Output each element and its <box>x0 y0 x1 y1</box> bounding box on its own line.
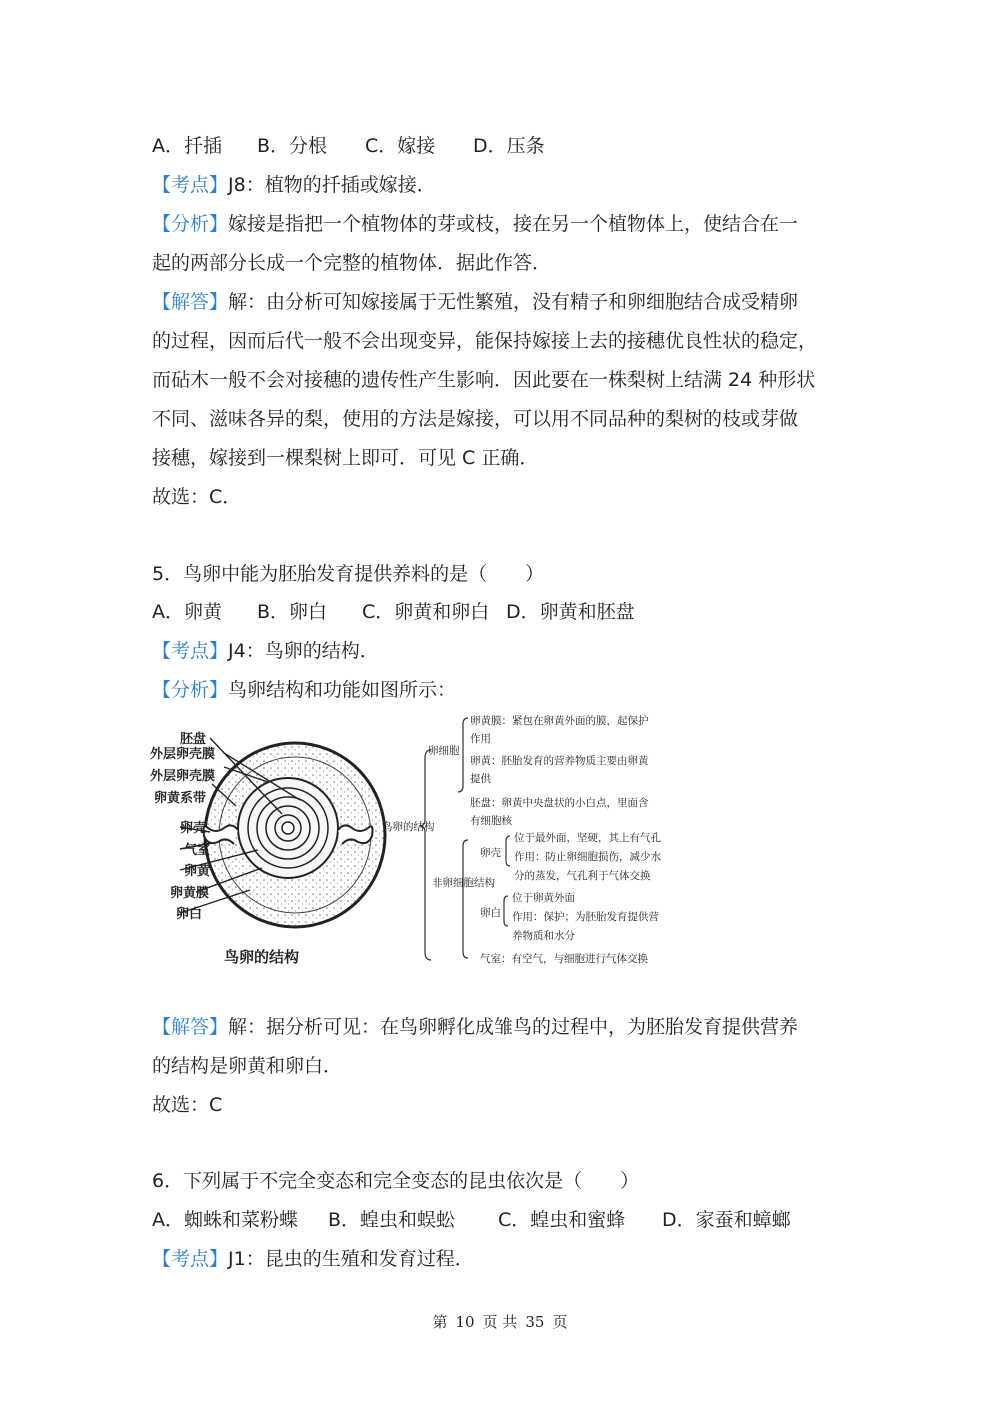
jieda-line: 的结构是卵黄和卵白． <box>152 1055 343 1077</box>
q4-option-c: C．嫁接 <box>365 135 436 157</box>
label-outer-membrane-1: 外层卵壳膜 <box>150 747 216 762</box>
egg-illustration <box>204 743 386 927</box>
cell-item: 卵黄：胚胎发育的营养物质主要由卵黄 <box>470 755 649 767</box>
q5-option-c: C．卵黄和卵白 <box>362 601 490 623</box>
q4-answer: 故选：C． <box>152 486 242 508</box>
fenxi-text: 鸟卵结构和功能如图所示： <box>228 679 457 701</box>
white-item: 位于卵黄外面 <box>512 892 575 904</box>
footer-mid: 页 共 <box>482 1313 518 1331</box>
white-label: 卵白 <box>480 907 501 919</box>
shell-item: 作用：防止卵细胞损伤，减少水 <box>514 851 661 863</box>
jieda-line: 的过程，因而后代一般不会出现变异，能保持嫁接上去的接穗优良性状的稳定， <box>152 330 818 352</box>
q6-option-c: C．蝗虫和蜜蜂 <box>498 1209 626 1231</box>
q4-options <box>152 135 545 157</box>
fenxi-line: 嫁接是指把一个植物体的芽或枝，接在另一个植物体上，使结合在一 <box>228 213 799 235</box>
q5-question: 5．鸟卵中能为胚胎发育提供养料的是（ ） <box>152 563 545 585</box>
q5-answer: 故选：C <box>152 1094 223 1116</box>
kaodian-text: J8：植物的扦插或嫁接． <box>228 174 436 196</box>
cell-item: 胚盘：卵黄中央盘状的小白点，里面含 <box>470 797 649 809</box>
jieda-line: 不同、滋味各异的梨，使用的方法是嫁接，可以用不同品种的梨树的枝或芽做 <box>152 408 799 430</box>
fenxi-line: 起的两部分长成一个完整的植物体．据此作答． <box>152 252 552 274</box>
kaodian-tag: 【考点】 <box>152 640 229 662</box>
q4-option-b: B．分根 <box>257 135 328 157</box>
group-noncell: 非卵细胞结构 <box>432 877 495 889</box>
q5-option-b: B．卵白 <box>257 601 328 623</box>
jieda-line: 解：由分析可知嫁接属于无性繁殖，没有精子和卵细胞结合成受精卵 <box>228 291 799 313</box>
kaodian-text: J4：鸟卵的结构． <box>228 640 379 662</box>
kaodian-tag: 【考点】 <box>152 1248 229 1270</box>
q5-kaodian <box>152 640 379 662</box>
q5-options <box>152 601 635 623</box>
q5-option-d: D．卵黄和胚盘 <box>506 601 635 623</box>
label-shell: 卵壳 <box>180 821 207 836</box>
page-footer <box>0 1311 1000 1332</box>
q5-option-a: A．卵黄 <box>152 601 222 623</box>
q5-fenxi <box>152 679 456 701</box>
group-cell: 卵细胞 <box>428 745 460 757</box>
tree-root: 鸟卵的结构 <box>382 821 435 833</box>
q4-fenxi <box>152 213 798 235</box>
label-albumen: 卵白 <box>176 907 203 922</box>
jieda-tag: 【解答】 <box>152 1016 229 1038</box>
cell-item: 卵黄膜：紧包在卵黄外面的膜，起保护 <box>470 715 649 727</box>
fenxi-tag: 【分析】 <box>152 213 229 235</box>
cell-item: 有细胞核 <box>470 815 512 827</box>
label-peipan: 胚盘 <box>180 732 207 747</box>
q6-option-a: A．蜘蛛和菜粉蝶 <box>152 1209 298 1231</box>
diagram-caption: 鸟卵的结构 <box>224 948 300 966</box>
q4-option-a: A．扦插 <box>152 135 222 157</box>
jieda-line: 接穗，嫁接到一棵梨树上即可．可见 C 正确． <box>152 447 539 469</box>
q6-kaodian <box>152 1248 474 1270</box>
q4-kaodian <box>152 174 436 196</box>
footer-pre: 第 <box>432 1313 448 1331</box>
footer-total-pages: 35 <box>525 1313 545 1331</box>
q5-jieda <box>152 1016 798 1038</box>
jieda-line: 而砧木一般不会对接穗的遗传性产生影响．因此要在一株梨树上结满 24 种形状 <box>152 369 816 391</box>
label-yolk-membrane: 卵黄膜 <box>170 886 210 901</box>
shell-item: 分的蒸发，气孔利于气体交换 <box>514 870 651 882</box>
q4-option-d: D．压条 <box>473 135 545 157</box>
jieda-line: 解：据分析可见：在鸟卵孵化成雏鸟的过程中，为胚胎发育提供营养 <box>228 1016 799 1038</box>
footer-post: 页 <box>552 1313 568 1331</box>
air-item: 气室：有空气，与细胞进行气体交换 <box>480 953 648 965</box>
label-yolk: 卵黄 <box>184 864 211 879</box>
q4-jieda <box>152 291 798 313</box>
label-air-cell: 气室 <box>184 843 211 858</box>
q6-options <box>152 1209 791 1231</box>
kaodian-tag: 【考点】 <box>152 174 229 196</box>
fenxi-tag: 【分析】 <box>152 679 229 701</box>
tree-root-label <box>382 820 435 833</box>
kaodian-text: J1：昆虫的生殖和发育过程． <box>228 1248 474 1270</box>
white-item: 作用：保护；为胚胎发育提供营 <box>512 911 659 923</box>
cell-item: 提供 <box>470 773 491 785</box>
q6-option-d: D．家蚕和蟑螂 <box>662 1209 791 1231</box>
jieda-tag: 【解答】 <box>152 291 229 313</box>
q6-option-b: B．蝗虫和蜈蚣 <box>328 1209 456 1231</box>
footer-page-number: 10 <box>455 1313 475 1331</box>
label-outer-membrane-2: 外层卵壳膜 <box>150 769 216 784</box>
egg-structure-diagram <box>150 710 695 985</box>
shell-item: 位于最外面，坚硬，其上有气孔 <box>514 832 661 844</box>
cell-item: 作用 <box>470 733 491 745</box>
q6-question: 6．下列属于不完全变态和完全变态的昆虫依次是（ ） <box>152 1170 640 1192</box>
label-chalaza: 卵黄系带 <box>154 791 207 806</box>
shell-label: 卵壳 <box>480 847 501 859</box>
white-item: 养物质和水分 <box>512 930 575 942</box>
